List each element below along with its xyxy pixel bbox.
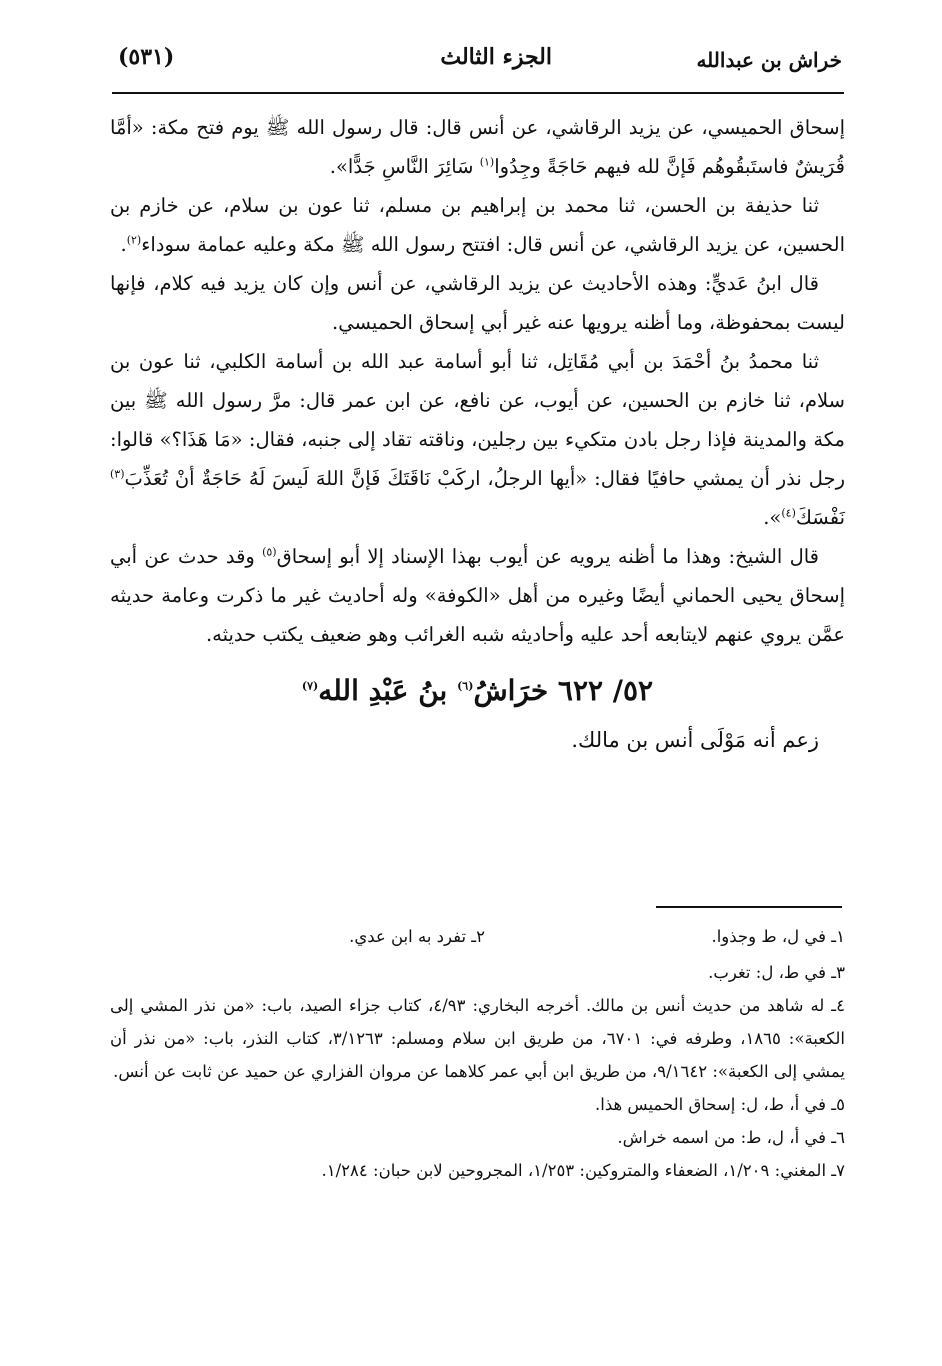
footnote-ref-1: (١) <box>479 155 495 169</box>
footnote-ref-3: (٣) <box>110 467 125 481</box>
footnote-ref-6: (٦) <box>457 679 474 693</box>
paragraph-3 <box>110 264 845 342</box>
footnote-row-1 <box>110 920 845 956</box>
page-number: (٥٣١) <box>118 44 175 70</box>
paragraph-2 <box>110 186 845 264</box>
paragraph-3-text: قال ابنُ عَديٍّ: وهذه الأحاديث عن يزيد الرقاشي، عن أنس وإن كان يزيد فيه كلام، فإنها ليست بمحفوظة، وما أظنه يرويها عنه غير أبي إسحاق الحميسي. <box>110 272 845 334</box>
footnote-7: ٧ـ المغني: ١/٢٠٩، الضعفاء والمتروكين: ١/٢٥٣، المجروحين لابن حبان: ١/٢٨٤. <box>321 1161 845 1180</box>
entry-heading <box>110 668 845 714</box>
entry-heading-name: بنُ عَبْدِ الله <box>318 674 448 707</box>
paragraph-4-end: ». <box>763 506 782 529</box>
paragraph-1-end: سَائِرَ النَّاسِ جَدًّا». <box>329 155 474 178</box>
entry-heading-number: ٥٢/ ٦٢٢ خرَاشُ <box>473 674 654 707</box>
footnote-rule <box>656 906 842 908</box>
paragraph-5-end: وقد حدث عن أبي إسحاق يحيى الحماني أيضًا وغيره من أهل «الكوفة» وله أحاديث غير ما ذكرت وعامة حديثه عمَّن يروي عنهم لايتابعه أحد عليه وأحاديثه شبه الغرائب وهو ضعيف يكتب حديثه. <box>110 545 845 646</box>
paragraph-2-end: . <box>120 233 127 256</box>
running-title: خراش بن عبدالله <box>696 48 842 72</box>
footnote-3: ٣ـ في ط، ل: تغرب. <box>708 963 845 982</box>
paragraph-4-text: ثنا محمدُ بنُ أحْمَدَ بن أبي مُقَاتِل، ثنا أبو أسامة عبد الله بن أسامة الكلبي، ثنا عون بن سلام، ثنا خازم بن الحسين، عن أيوب، عن نافع، عن ابن عمر قال: مرَّ رسول الله ﷺ بين مكة والمدينة فإذا رجل بادن متكيء بين رجلين، وناقته تقاد إلى جنبه، فقال: «مَا هَذَا؟» قالوا: رجل نذر أن يمشي حافيًا فقال: «أيها الرجلُ، اركَبْ نَاقَتَكَ فَإنَّ اللهَ لَيسَ لَهُ حَاجَةٌ أنْ تُعَذِّبَ <box>110 350 845 490</box>
paragraph-4 <box>110 342 845 537</box>
paragraph-1-text: إسحاق الحميسي، عن يزيد الرقاشي، عن أنس قال: قال رسول الله ﷺ يوم فتح مكة: «أمَّا قُرَيشٌ فاستَبقُوهُم فَإنَّ لله فيهم حَاجَةً وجِدُوا <box>110 116 845 178</box>
footnote-1: ١ـ في ل، ط وجذوا. <box>711 927 845 946</box>
main-text <box>110 108 845 760</box>
footnote-2: ٢ـ تفرد به ابن عدي. <box>349 927 485 946</box>
footnote-6: ٦ـ في أ، ل، ط: من اسمه خراش. <box>617 1128 845 1147</box>
paragraph-1 <box>110 108 845 186</box>
paragraph-2-text: ثنا حذيفة بن الحسن، ثنا محمد بن إبراهيم بن مسلم، ثنا عون بن سلام، عن خازم بن الحسين، عن يزيد الرقاشي، عن أنس قال: افتتح رسول الله ﷺ مكة وعليه عمامة سوداء <box>110 194 845 256</box>
footnote-ref-2: (٢) <box>126 233 142 247</box>
footnote-ref-4: (٤) <box>781 506 796 520</box>
footnotes <box>110 920 845 1187</box>
paragraph-4-mid: نَفْسَكَ <box>795 506 845 529</box>
footnote-ref-5: (٥) <box>262 545 277 559</box>
footnote-4: ٤ـ له شاهد من حديث أنس بن مالك. أخرجه البخاري: ٤/٩٣، كتاب جزاء الصيد، باب: «من نذر المشي إلى الكعبة»: ١٨٦٥، وطرفه في: ٦٧٠١، من طريق ابن سلام ومسلم: ٣/١٢٦٣، كتاب النذر، باب: «من نذر أن يمشي إلى الكعبة»: ٩/١٦٤٢، من طريق ابن أبي عمر كلاهما عن مروان الفزاري عن حميد عن ثابت عن أنس. <box>110 996 845 1081</box>
paragraph-5-text: قال الشيخ: وهذا ما أظنه يرويه عن أيوب بهذا الإسناد إلا أبو إسحاق <box>276 545 819 568</box>
volume-title: الجزء الثالث <box>440 44 552 70</box>
entry-text: زعم أنه مَوْلَى أنس بن مالك. <box>571 728 819 752</box>
footnote-5: ٥ـ في أ، ط، ل: إسحاق الحميس هذا. <box>594 1095 845 1114</box>
header-rule <box>112 92 844 94</box>
paragraph-5 <box>110 537 845 654</box>
page-header <box>112 40 842 90</box>
footnote-ref-7: (٧) <box>301 679 319 693</box>
